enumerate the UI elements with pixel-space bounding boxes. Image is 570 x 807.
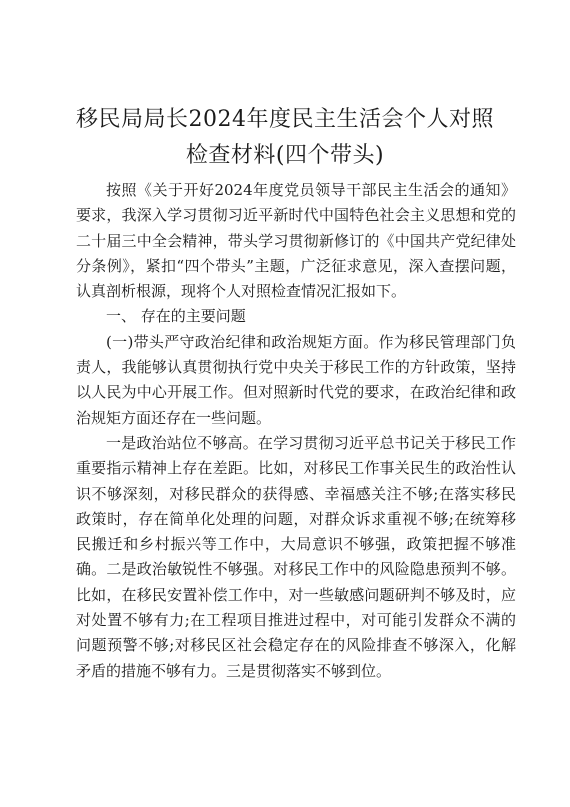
document-title-line-2: 检查材料(四个带头) <box>185 143 385 168</box>
problems-paragraph: 一是政治站位不够高。在学习贯彻习近平总书记关于移民工作重要指示精神上存在差距。比如，对移民工作事关民生的政治性认识不够深刻，对移民群众的获得感、幸福感关注不够;在落实移民政策时，存在简单化处理的问题，对群众诉求重视不够;在统筹移民搬迁和乡村振兴等工作中，大局意识不够强，政策把握不够准确。二是政治敏锐性不够强。对移民工作中的风险隐患预判不够。比如，在移民安置补偿工作中，对一些敏感问题研判不够及时，应对处置不够有力;在工程项目推进过程中，对可能引发群众不满的问题预警不够;对移民区社会稳定存在的风险排查不够深入，化解矛盾的措施不够有力。三是贯彻落实不够到位。 <box>76 433 516 680</box>
intro-paragraph: 按照《关于开好2024年度党员领导干部民主生活会的通知》要求，我深入学习贯彻习近平新时代中国特色社会主义思想和党的二十届三中全会精神，带头学习贯彻新修订的《中国共产党纪律处分条例》，紧扣“四个带头”主题，广泛征求意见，深入查摆问题，认真剖析根源，现将个人对照检查情况汇报如下。 <box>76 181 516 301</box>
document-body <box>76 178 516 684</box>
subsection-paragraph: (一)带头严守政治纪律和政治规矩方面。作为移民管理部门负责人，我能够认真贯彻执行党中央关于移民工作的方针政策，坚持以人民为中心开展工作。但对照新时代党的要求，在政治纪律和政治规矩方面还存在一些问题。 <box>76 332 516 427</box>
document-title-line-1: 移民局局长2024年度民主生活会个人对照 <box>76 107 494 132</box>
section-heading: 一、 存在的主要问题 <box>106 307 246 326</box>
